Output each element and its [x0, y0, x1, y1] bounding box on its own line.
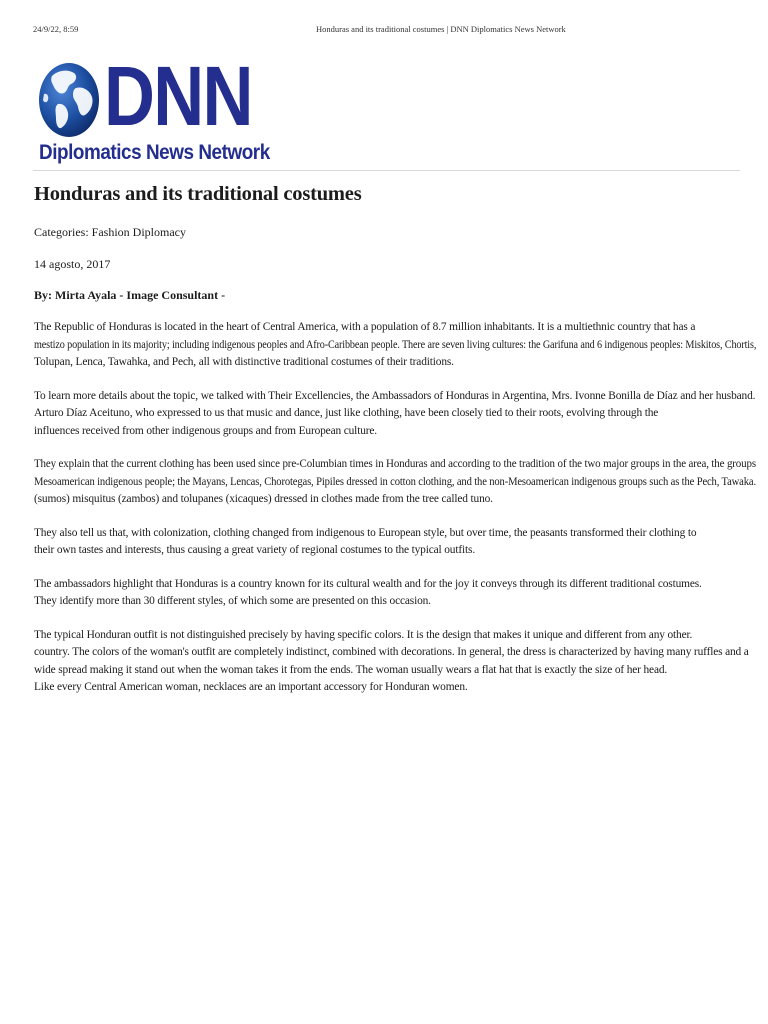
- logo-tagline: Diplomatics News Network: [39, 141, 270, 164]
- paragraph-line: They explain that the current clothing has been used since pre-Columbian times in Honduras and according to the tradition of the two major groups in the area, the groups: [34, 458, 756, 470]
- paragraph-line: mestizo population in its majority; including indigenous peoples and Afro-Caribbean people. There are seven living cultures: the Garifuna and 6 indigenous peoples: Miskitos, Chortis,: [34, 338, 757, 351]
- article-categories: Categories: Fashion Diplomacy: [34, 225, 186, 239]
- print-header: [0, 24, 768, 38]
- article: [34, 180, 756, 697]
- globe-icon: [38, 60, 102, 140]
- paragraph-line: Arturo Díaz Aceituno, who expressed to us that music and dance, just like clothing, have been closely tied to their roots, evolving through the: [34, 407, 659, 419]
- header-divider: [33, 170, 740, 171]
- paragraph-line: wide spread making it stand out when the woman takes it from the ends. The woman usually wears a flat hat that is exactly the size of her head.: [34, 663, 668, 676]
- article-byline: By: Mirta Ayala - Image Consultant -: [34, 288, 226, 302]
- article-paragraph: [34, 576, 756, 611]
- paragraph-line: country. The colors of the woman's outfit are completely indistinct, combined with decorations. In general, the dress is characterized by having many ruffles and a: [34, 646, 749, 658]
- paragraph-line: their own tastes and interests, thus causing a great variety of regional costumes to the typical outfits.: [34, 544, 476, 556]
- paragraph-line: Mesoamerican indigenous people; the Mayans, Lencas, Chorotegas, Pipiles dressed in cotton clothing, and the non-Mesoamerican indigenous groups such as the Pech, Tawaka.: [34, 475, 756, 488]
- site-logo[interactable]: [38, 49, 270, 166]
- article-paragraph: [34, 319, 756, 372]
- paragraph-line: Like every Central American woman, necklaces are an important accessory for Honduran women.: [34, 681, 468, 693]
- article-date: 14 agosto, 2017: [34, 257, 111, 271]
- article-paragraph: [34, 388, 756, 441]
- paragraph-line: influences received from other indigenous groups and from European culture.: [34, 424, 378, 437]
- paragraph-line: To learn more details about the topic, we talked with Their Excellencies, the Ambassadors of Honduras in Argentina, Mrs. Ivonne Bonilla de Díaz and her husband.: [34, 389, 756, 402]
- paragraph-line: The Republic of Honduras is located in the heart of Central America, with a population of 8.7 million inhabitants. It is a multiethnic country that has a: [34, 321, 696, 333]
- article-paragraph: [34, 525, 756, 560]
- paragraph-line: The ambassadors highlight that Honduras is a country known for its cultural wealth and for the joy it conveys through its different traditional costumes.: [34, 577, 702, 590]
- logo-wordmark: DNN: [104, 49, 252, 143]
- paragraph-line: Tolupan, Lenca, Tawahka, and Pech, all with distinctive traditional costumes of their traditions.: [34, 356, 454, 368]
- print-timestamp: 24/9/22, 8:59: [33, 24, 79, 34]
- print-page-title: Honduras and its traditional costumes | DNN Diplomatics News Network: [316, 24, 566, 34]
- paragraph-line: The typical Honduran outfit is not distinguished precisely by having specific colors. It is the design that makes it unique and different from any other.: [34, 628, 693, 641]
- article-title: Honduras and its traditional costumes: [34, 183, 362, 205]
- paragraph-line: They identify more than 30 different styles, of which some are presented on this occasion.: [34, 595, 431, 607]
- article-paragraph: [34, 627, 756, 697]
- paragraph-line: They also tell us that, with colonization, clothing changed from indigenous to European style, but over time, the peasants transformed their clothing to: [34, 526, 697, 539]
- paragraph-line: (sumos) misquitus (zambos) and tolupanes (xicaques) dressed in clothes made from the tree called tuno.: [34, 493, 493, 505]
- article-paragraph: [34, 456, 756, 509]
